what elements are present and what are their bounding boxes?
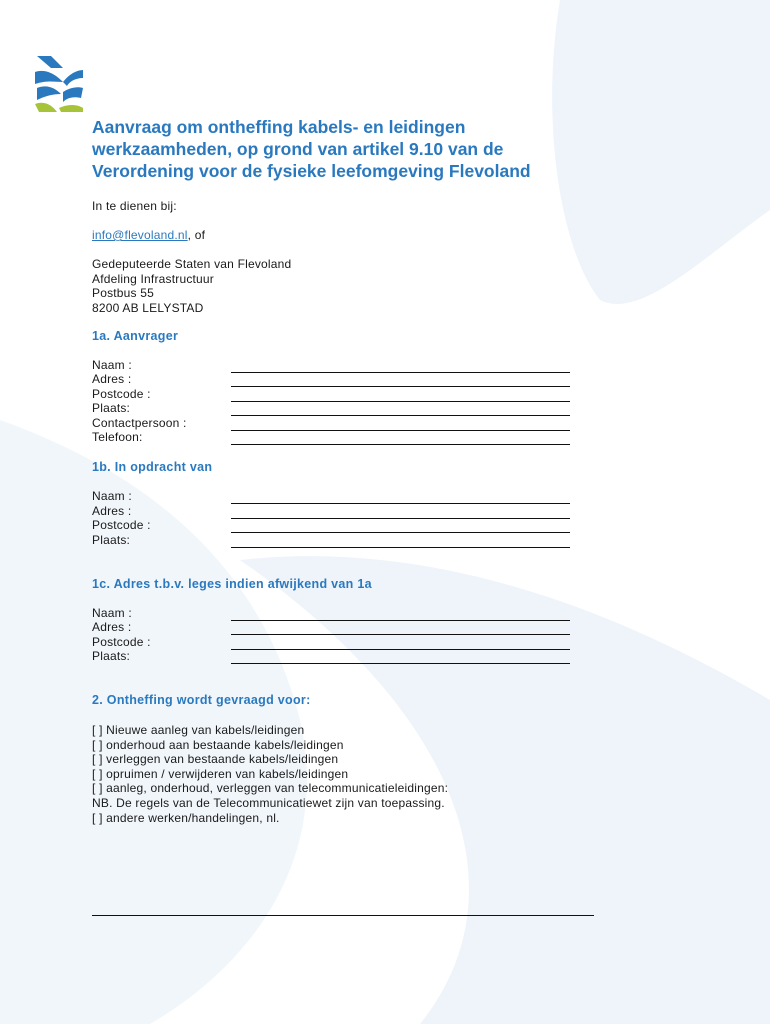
field-label: Adres :	[92, 504, 132, 518]
field-naam[interactable]	[92, 358, 570, 373]
field-adres[interactable]	[92, 620, 570, 635]
fill-line[interactable]	[231, 547, 570, 548]
field-label: Postcode :	[92, 635, 151, 649]
field-adres[interactable]	[92, 504, 570, 519]
field-label: Telefoon:	[92, 430, 143, 444]
fill-line[interactable]	[231, 663, 570, 664]
address-line: 8200 AB LELYSTAD	[92, 300, 204, 315]
options-list	[92, 723, 448, 825]
submit-intro: In te dienen bij:	[92, 199, 177, 213]
field-naam[interactable]	[92, 606, 570, 621]
section-1a-heading: 1a. Aanvrager	[92, 329, 179, 343]
field-label: Adres :	[92, 372, 132, 386]
field-telefoon[interactable]	[92, 430, 570, 445]
checkbox-option[interactable]: [ ] opruimen / verwijderen van kabels/leidingen	[92, 766, 349, 781]
field-postcode[interactable]	[92, 387, 570, 402]
field-label: Plaats:	[92, 649, 131, 663]
field-plaats[interactable]	[92, 533, 570, 548]
page-title	[92, 116, 652, 182]
title-line-1: Aanvraag om ontheffing kabels- en leidingen	[92, 117, 466, 137]
address-block	[92, 257, 291, 315]
field-label: Plaats:	[92, 401, 131, 415]
field-label: Plaats:	[92, 533, 131, 547]
fill-line-other-works[interactable]	[92, 915, 594, 916]
telecom-note: NB. De regels van de Telecommunicatiewet zijn van toepassing.	[92, 795, 445, 810]
field-plaats[interactable]	[92, 401, 570, 416]
address-line: Postbus 55	[92, 286, 155, 301]
email-link[interactable]: info@flevoland.nl	[92, 228, 188, 242]
checkbox-option[interactable]: [ ] aanleg, onderhoud, verleggen van telecommunicatieleidingen:	[92, 781, 449, 796]
field-postcode[interactable]	[92, 518, 570, 533]
section-1c-heading: 1c. Adres t.b.v. leges indien afwijkend van 1a	[92, 577, 372, 591]
checkbox-option[interactable]: [ ] verleggen van bestaande kabels/leidingen	[92, 752, 339, 767]
title-line-2: werkzaamheden, op grond van artikel 9.10 van de	[92, 139, 504, 159]
checkbox-option[interactable]: [ ] andere werken/handelingen, nl.	[92, 810, 280, 825]
field-contactpersoon[interactable]	[92, 416, 570, 431]
address-line: Afdeling Infrastructuur	[92, 271, 214, 286]
field-adres[interactable]	[92, 372, 570, 387]
field-label: Postcode :	[92, 387, 151, 401]
field-label: Postcode :	[92, 518, 151, 532]
field-label: Contactpersoon :	[92, 416, 187, 430]
address-line: Gedeputeerde Staten van Flevoland	[92, 257, 292, 271]
checkbox-option[interactable]: [ ] onderhoud aan bestaande kabels/leidingen	[92, 737, 344, 752]
section-1b-heading: 1b. In opdracht van	[92, 460, 213, 474]
field-naam[interactable]	[92, 489, 570, 504]
title-line-3: Verordening voor de fysieke leefomgeving Flevoland	[92, 161, 531, 181]
field-label: Adres :	[92, 620, 132, 634]
field-label: Naam :	[92, 489, 132, 503]
email-line	[92, 228, 205, 243]
checkbox-option[interactable]: [ ] Nieuwe aanleg van kabels/leidingen	[92, 723, 305, 737]
fill-line[interactable]	[231, 444, 570, 445]
field-label: Naam :	[92, 606, 132, 620]
field-plaats[interactable]	[92, 649, 570, 664]
flevoland-logo	[33, 52, 85, 114]
field-label: Naam :	[92, 358, 132, 372]
email-suffix: , of	[187, 228, 206, 242]
field-postcode[interactable]	[92, 635, 570, 650]
section-2-heading: 2. Ontheffing wordt gevraagd voor:	[92, 693, 311, 707]
